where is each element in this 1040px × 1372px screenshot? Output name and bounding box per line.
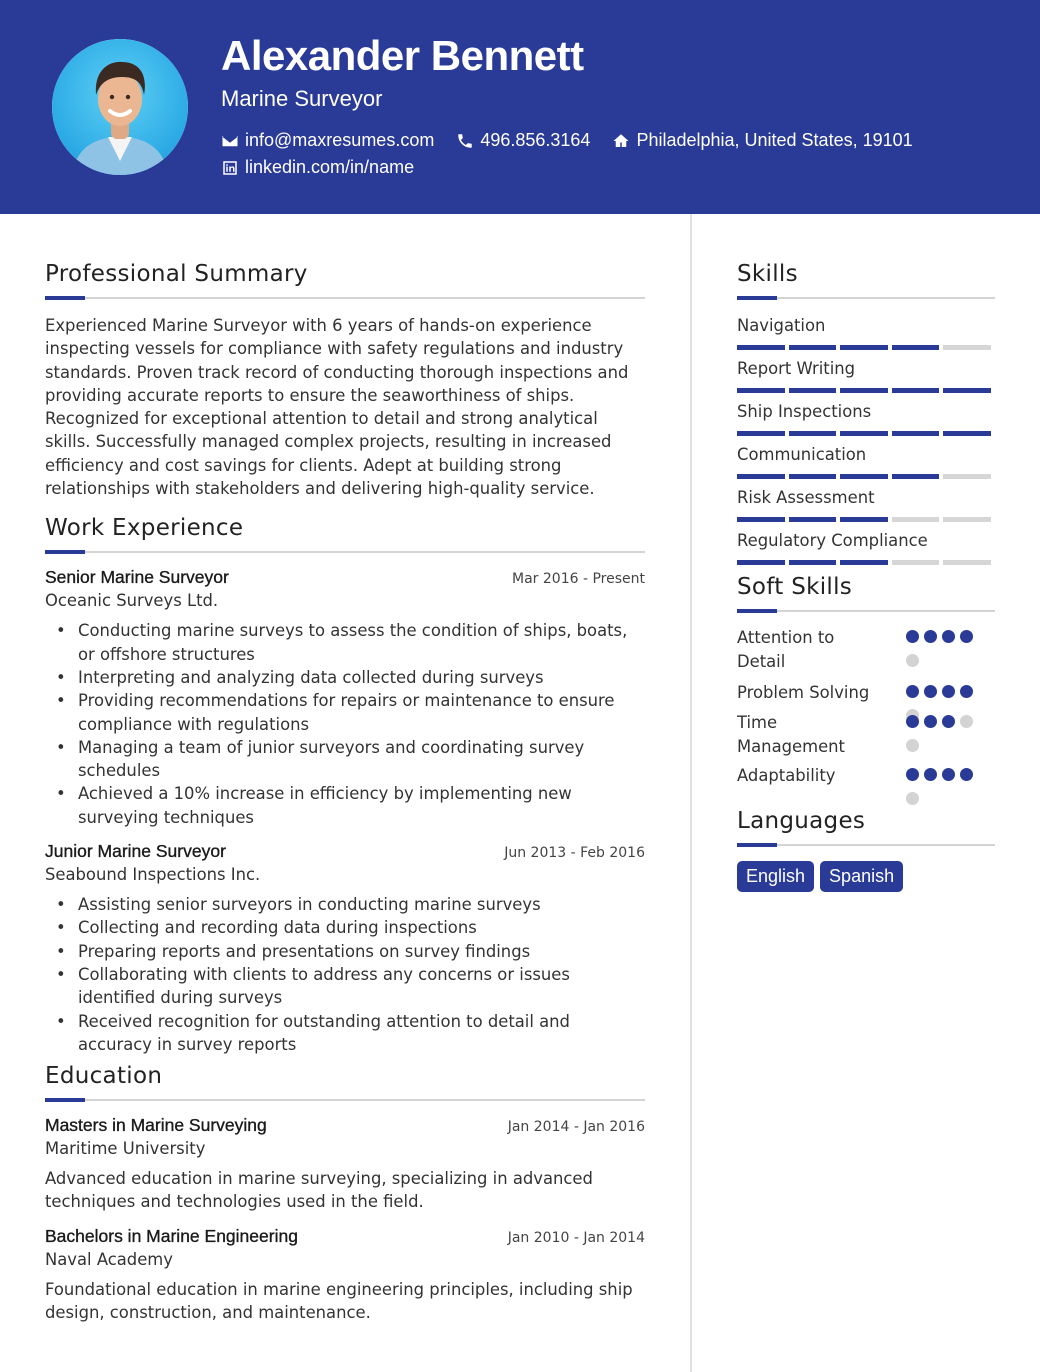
section-title-summary: Professional Summary (45, 261, 308, 287)
skill-level-segment (737, 474, 785, 479)
education-header (45, 1226, 645, 1247)
list-item: • Achieved a 10% increase in efficiency by implementing new surveying techniques (45, 782, 645, 829)
skill-level-segment (892, 560, 940, 565)
skill-level-segment (943, 474, 991, 479)
soft-skills-list (737, 626, 995, 799)
skill-level-segment (789, 474, 837, 479)
soft-skill-rating (906, 630, 986, 678)
candidate-name: Alexander Bennett (221, 32, 584, 79)
education-date: Jan 2010 - Jan 2014 (507, 1229, 645, 1246)
skill-level-bar (737, 431, 995, 436)
list-item: • Interpreting and analyzing data collected during surveys (45, 666, 645, 689)
skill-item (737, 529, 995, 572)
linkedin-icon (221, 159, 239, 177)
rating-dot (906, 792, 919, 805)
skills-section (737, 258, 995, 572)
list-item: • Providing recommendations for repairs or maintenance to ensure compliance with regulations (45, 689, 645, 736)
skill-level-bar (737, 345, 995, 350)
skill-level-segment (737, 560, 785, 565)
rating-dot (924, 630, 937, 643)
skill-level-segment (892, 388, 940, 393)
skill-level-segment (737, 517, 785, 522)
job-entry (45, 567, 645, 829)
rating-dot (924, 715, 937, 728)
skill-level-segment (789, 517, 837, 522)
skill-name: Risk Assessment (737, 488, 875, 507)
section-title-soft-skills: Soft Skills (737, 574, 853, 600)
job-role: Senior Marine Surveyor (45, 567, 229, 588)
section-rule (737, 297, 995, 299)
skill-name: Regulatory Compliance (737, 531, 928, 550)
home-icon (612, 132, 630, 150)
rating-dot (906, 768, 919, 781)
skill-level-segment (840, 560, 888, 565)
resume-header (0, 0, 1040, 214)
soft-skill-rating (906, 715, 986, 763)
section-title-skills: Skills (737, 261, 798, 287)
rating-dot (942, 715, 955, 728)
skill-level-segment (892, 345, 940, 350)
skill-level-bar (737, 388, 995, 393)
section-title-education: Education (45, 1063, 163, 1090)
skill-level-segment (943, 560, 991, 565)
contact-location (612, 130, 912, 151)
main-column (45, 258, 645, 1324)
education-entry (45, 1226, 645, 1325)
rating-dot (906, 739, 919, 752)
rating-dot (960, 685, 973, 698)
contact-phone[interactable] (456, 130, 590, 151)
profile-photo (52, 39, 188, 175)
skill-level-segment (789, 431, 837, 436)
soft-skill-name: Attention to Detail (737, 628, 835, 671)
skill-name: Ship Inspections (737, 402, 872, 421)
contact-row-linkedin (221, 157, 436, 178)
education-date: Jan 2014 - Jan 2016 (507, 1119, 645, 1136)
skill-level-segment (840, 431, 888, 436)
soft-skill-rating (906, 768, 986, 816)
job-bullets (45, 893, 645, 1056)
job-company: Seabound Inspections Inc. (45, 865, 261, 885)
skill-level-segment (840, 345, 888, 350)
phone-text: 496.856.3164 (480, 130, 591, 150)
education-section (45, 1060, 645, 1324)
list-item: • Assisting senior surveyors in conducting marine surveys (45, 893, 645, 916)
rating-dot (906, 630, 919, 643)
skill-level-segment (840, 388, 888, 393)
rating-dot (960, 630, 973, 643)
skill-item (737, 357, 995, 400)
skill-level-segment (737, 388, 785, 393)
skill-level-segment (789, 345, 837, 350)
skill-level-segment (892, 431, 940, 436)
skill-level-bar (737, 517, 995, 522)
section-rule (45, 297, 645, 299)
column-divider (690, 214, 692, 1372)
skill-item (737, 400, 995, 443)
soft-skill-item (737, 711, 995, 764)
section-title-languages: Languages (737, 808, 866, 834)
rating-dot (924, 685, 937, 698)
linkedin-text: linkedin.com/in/name (245, 157, 415, 177)
skill-name: Communication (737, 445, 867, 464)
envelope-icon (221, 132, 239, 150)
job-bullets (45, 619, 645, 829)
school-name: Maritime University (45, 1139, 206, 1159)
section-title-experience: Work Experience (45, 515, 244, 542)
skill-level-bar (737, 474, 995, 479)
contact-row (221, 130, 935, 151)
skill-item (737, 314, 995, 357)
skill-level-segment (943, 517, 991, 522)
skill-level-segment (840, 517, 888, 522)
school-name: Naval Academy (45, 1249, 173, 1269)
rating-dot (942, 685, 955, 698)
summary-section (45, 258, 645, 500)
soft-skills-section (737, 571, 995, 799)
list-item: • Managing a team of junior surveyors and coordinating survey schedules (45, 736, 645, 783)
rating-dot (924, 768, 937, 781)
rating-dot (960, 768, 973, 781)
education-header (45, 1115, 645, 1136)
degree-name: Masters in Marine Surveying (45, 1115, 267, 1136)
summary-text: Experienced Marine Surveyor with 6 years of hands-on experience inspecting vessels for compliance with safety regulations and industry standards. Proven track record of conducting thorough inspections and providing accurate reports to ensure the seaworthiness of ships. Recognized for exceptional attention to detail and strong analytical skills. Successfully managed complex projects, resulting in increased efficiency and cost savings for clients. Adept at building strong relationships with stakeholders and delivering high-quality service. (45, 316, 629, 499)
rating-dot (960, 715, 973, 728)
skill-level-segment (737, 345, 785, 350)
experience-section (45, 512, 645, 1056)
list-item: • Collaborating with clients to address any concerns or issues identified during surveys (45, 963, 645, 1010)
section-rule (737, 610, 995, 612)
skill-level-segment (943, 345, 991, 350)
skill-level-segment (789, 560, 837, 565)
job-entry (45, 841, 645, 1056)
skill-level-segment (789, 388, 837, 393)
skill-level-bar (737, 560, 995, 565)
candidate-title: Marine Surveyor (221, 86, 383, 111)
contact-linkedin[interactable] (221, 157, 414, 178)
skill-item (737, 486, 995, 529)
list-item: • Received recognition for outstanding attention to detail and accuracy in survey reports (45, 1010, 645, 1057)
rating-dot (906, 685, 919, 698)
soft-skill-name: Adaptability (737, 766, 836, 785)
skill-level-segment (892, 474, 940, 479)
job-header (45, 841, 645, 862)
education-description: Foundational education in marine engineering principles, including ship design, construction, and maintenance. (45, 1279, 633, 1323)
list-item: • Preparing reports and presentations on survey findings (45, 940, 645, 963)
skill-level-segment (737, 431, 785, 436)
languages-list (737, 861, 995, 892)
sidebar-column (737, 258, 995, 892)
rating-dot (906, 654, 919, 667)
language-badge: Spanish (820, 861, 903, 892)
job-date: Mar 2016 - Present (512, 571, 645, 588)
list-item: • Collecting and recording data during inspections (45, 916, 645, 939)
rating-dot (906, 715, 919, 728)
degree-name: Bachelors in Marine Engineering (45, 1225, 298, 1246)
list-item: • Conducting marine surveys to assess the condition of ships, boats, or offshore structures (45, 619, 645, 666)
email-text: info@maxresumes.com (245, 130, 435, 150)
soft-skill-name: Problem Solving (737, 683, 870, 702)
skill-item (737, 443, 995, 486)
job-date: Jun 2013 - Feb 2016 (504, 845, 645, 862)
rating-dot (942, 768, 955, 781)
education-entry (45, 1115, 645, 1214)
language-badge: English (737, 861, 814, 892)
skill-name: Report Writing (737, 359, 856, 378)
job-header (45, 567, 645, 588)
skills-list (737, 314, 995, 572)
skill-name: Navigation (737, 316, 826, 335)
contact-email[interactable] (221, 130, 434, 151)
soft-skill-item (737, 764, 995, 799)
job-role: Junior Marine Surveyor (45, 841, 226, 862)
section-rule (45, 1099, 645, 1101)
soft-skill-name: Time Management (737, 713, 845, 756)
phone-icon (456, 132, 474, 150)
location-text: Philadelphia, United States, 19101 (636, 130, 913, 150)
skill-level-segment (892, 517, 940, 522)
soft-skill-item (737, 626, 995, 681)
skill-level-segment (840, 474, 888, 479)
person-portrait-icon (52, 39, 188, 175)
languages-section (737, 805, 995, 892)
skill-level-segment (943, 388, 991, 393)
job-company: Oceanic Surveys Ltd. (45, 591, 219, 611)
skill-level-segment (943, 431, 991, 436)
rating-dot (942, 630, 955, 643)
education-description: Advanced education in marine surveying, specializing in advanced techniques and technologies used in the field. (45, 1169, 593, 1212)
section-rule (737, 844, 995, 846)
section-rule (45, 551, 645, 553)
soft-skill-item (737, 681, 995, 711)
